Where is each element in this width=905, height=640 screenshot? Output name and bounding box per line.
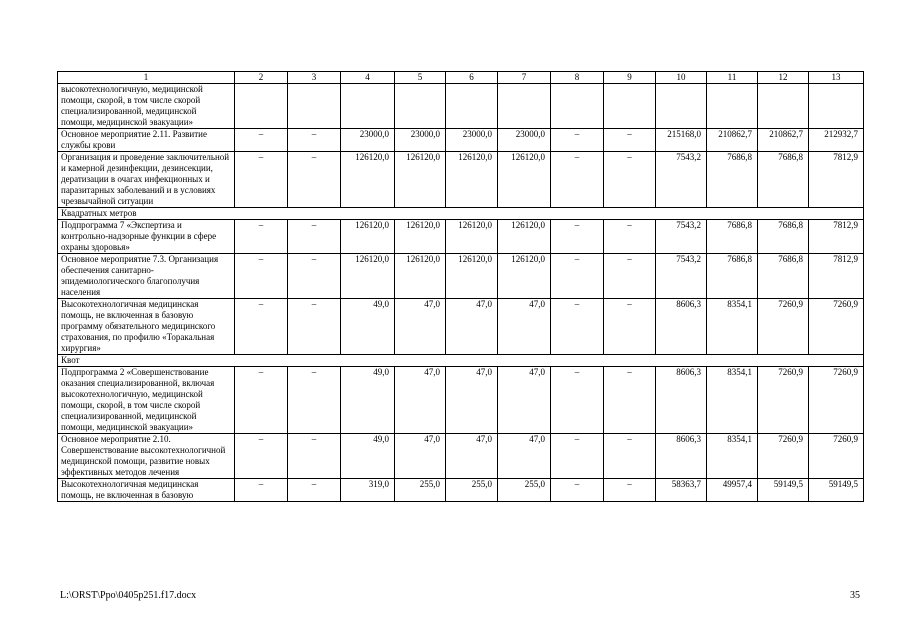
table-row — [58, 84, 864, 129]
value-cell: 47,0 — [498, 299, 551, 355]
footer-file-path: L:\ORST\Ppo\0405p251.f17.docx — [60, 590, 197, 601]
value-cell: – — [604, 434, 656, 479]
column-header: 2 — [235, 72, 288, 84]
value-cell: 7260,9 — [758, 434, 809, 479]
value-cell: 319,0 — [341, 479, 395, 502]
table-row — [58, 479, 864, 502]
value-cell — [235, 84, 288, 129]
value-cell — [446, 84, 498, 129]
table-row — [58, 220, 864, 254]
value-cell: 7260,9 — [758, 299, 809, 355]
column-header: 4 — [341, 72, 395, 84]
value-cell: – — [551, 479, 604, 502]
table-row — [58, 299, 864, 355]
value-cell — [395, 84, 446, 129]
row-name-cell: Основное мероприятие 2.11. Развитие службы крови — [58, 129, 235, 152]
value-cell — [809, 84, 864, 129]
value-cell: 126120,0 — [341, 152, 395, 208]
value-cell: – — [551, 129, 604, 152]
value-cell: – — [604, 299, 656, 355]
value-cell: 47,0 — [446, 299, 498, 355]
value-cell: 7686,8 — [758, 220, 809, 254]
column-header: 9 — [604, 72, 656, 84]
value-cell: 126120,0 — [498, 220, 551, 254]
value-cell: – — [235, 299, 288, 355]
value-cell: – — [288, 479, 341, 502]
value-cell: 7686,8 — [707, 152, 758, 208]
section-row — [58, 208, 864, 220]
value-cell: 7686,8 — [758, 152, 809, 208]
value-cell — [288, 84, 341, 129]
value-cell: 49957,4 — [707, 479, 758, 502]
value-cell: 47,0 — [446, 367, 498, 434]
value-cell: 126120,0 — [341, 254, 395, 299]
value-cell: 7686,8 — [707, 220, 758, 254]
value-cell: 126120,0 — [446, 152, 498, 208]
column-header: 12 — [758, 72, 809, 84]
value-cell: – — [288, 220, 341, 254]
value-cell: 49,0 — [341, 367, 395, 434]
value-cell: 8606,3 — [656, 367, 707, 434]
value-cell: 59149,5 — [758, 479, 809, 502]
value-cell: 212932,7 — [809, 129, 864, 152]
value-cell: – — [551, 367, 604, 434]
value-cell: 8606,3 — [656, 434, 707, 479]
value-cell: – — [551, 220, 604, 254]
column-header: 1 — [58, 72, 235, 84]
value-cell: – — [288, 299, 341, 355]
section-label: Квот — [58, 355, 864, 367]
table-row — [58, 152, 864, 208]
value-cell: – — [235, 220, 288, 254]
value-cell: 255,0 — [498, 479, 551, 502]
value-cell: – — [235, 129, 288, 152]
value-cell: 7543,2 — [656, 152, 707, 208]
value-cell: 210862,7 — [707, 129, 758, 152]
value-cell: 23000,0 — [341, 129, 395, 152]
value-cell: 126120,0 — [341, 220, 395, 254]
value-cell: – — [288, 367, 341, 434]
value-cell: 7543,2 — [656, 254, 707, 299]
value-cell: 47,0 — [395, 299, 446, 355]
value-cell: 126120,0 — [446, 220, 498, 254]
value-cell: 7260,9 — [809, 367, 864, 434]
row-name-cell: Подпрограмма 7 «Экспертиза и контрольно-надзорные функции в сфере охраны здоровья» — [58, 220, 235, 254]
value-cell: – — [551, 299, 604, 355]
value-cell: – — [551, 254, 604, 299]
value-cell: 126120,0 — [395, 220, 446, 254]
value-cell: – — [235, 254, 288, 299]
value-cell: 8354,1 — [707, 299, 758, 355]
row-name-cell: Высокотехнологичная медицинская помощь, не включенная в базовую — [58, 479, 235, 502]
value-cell: 8354,1 — [707, 367, 758, 434]
value-cell: 23000,0 — [395, 129, 446, 152]
value-cell: 47,0 — [498, 367, 551, 434]
value-cell: 7812,9 — [809, 220, 864, 254]
value-cell: 7812,9 — [809, 254, 864, 299]
value-cell: – — [604, 129, 656, 152]
value-cell: – — [235, 479, 288, 502]
value-cell: 126120,0 — [498, 152, 551, 208]
data-table — [57, 71, 864, 502]
column-header: 10 — [656, 72, 707, 84]
value-cell — [707, 84, 758, 129]
value-cell: – — [604, 367, 656, 434]
value-cell: – — [288, 254, 341, 299]
value-cell: 126120,0 — [395, 254, 446, 299]
value-cell: – — [604, 479, 656, 502]
value-cell: – — [551, 152, 604, 208]
column-header: 5 — [395, 72, 446, 84]
value-cell: 255,0 — [446, 479, 498, 502]
value-cell: – — [604, 220, 656, 254]
header-row — [58, 72, 864, 84]
table-row — [58, 129, 864, 152]
table-row — [58, 367, 864, 434]
value-cell: 47,0 — [498, 434, 551, 479]
column-header: 8 — [551, 72, 604, 84]
value-cell: 49,0 — [341, 434, 395, 479]
value-cell: 126120,0 — [498, 254, 551, 299]
page-number: 35 — [850, 590, 860, 601]
row-name-cell: Основное мероприятие 2.10. Совершенствование высокотехнологичной медицинской помощи, развитие новых эффективных методов лечения — [58, 434, 235, 479]
value-cell: 7260,9 — [809, 434, 864, 479]
section-row — [58, 355, 864, 367]
value-cell: 7686,8 — [758, 254, 809, 299]
row-name-cell: Организация и проведение заключительной и камерной дезинфекции, дезинсекции, дератизации в очагах инфекционных и паразитарных заболеваний и в условиях чрезвычайной ситуации — [58, 152, 235, 208]
value-cell: 47,0 — [446, 434, 498, 479]
value-cell: – — [235, 367, 288, 434]
value-cell: 7260,9 — [809, 299, 864, 355]
column-header: 6 — [446, 72, 498, 84]
value-cell — [551, 84, 604, 129]
value-cell: – — [551, 434, 604, 479]
column-header: 7 — [498, 72, 551, 84]
row-name-cell: Подпрограмма 2 «Совершенствование оказания специализированной, включая высокотехнологичную, медицинской помощи, скорой, в том числе скорой специализированной, медицинской помощи, медицинской эвакуации» — [58, 367, 235, 434]
value-cell: 255,0 — [395, 479, 446, 502]
value-cell: 8606,3 — [656, 299, 707, 355]
value-cell: – — [288, 129, 341, 152]
table-row — [58, 434, 864, 479]
value-cell: 47,0 — [395, 434, 446, 479]
value-cell — [656, 84, 707, 129]
value-cell: 7812,9 — [809, 152, 864, 208]
value-cell: 7260,9 — [758, 367, 809, 434]
table-row — [58, 254, 864, 299]
row-name-cell: высокотехнологичную, медицинской помощи, скорой, в том числе скорой специализированной, медицинской помощи, медицинской эвакуации» — [58, 84, 235, 129]
value-cell: – — [288, 152, 341, 208]
value-cell: 126120,0 — [446, 254, 498, 299]
value-cell: 210862,7 — [758, 129, 809, 152]
value-cell — [341, 84, 395, 129]
value-cell: 7686,8 — [707, 254, 758, 299]
value-cell: – — [288, 434, 341, 479]
value-cell: 58363,7 — [656, 479, 707, 502]
value-cell: 23000,0 — [446, 129, 498, 152]
value-cell: 215168,0 — [656, 129, 707, 152]
value-cell: 59149,5 — [809, 479, 864, 502]
value-cell — [758, 84, 809, 129]
value-cell: 49,0 — [341, 299, 395, 355]
value-cell: 8354,1 — [707, 434, 758, 479]
value-cell: – — [604, 152, 656, 208]
value-cell — [604, 84, 656, 129]
value-cell: – — [235, 434, 288, 479]
value-cell — [498, 84, 551, 129]
column-header: 3 — [288, 72, 341, 84]
row-name-cell: Основное мероприятие 7.3. Организация обеспечения санитарно-эпидемиологического благополучия населения — [58, 254, 235, 299]
value-cell: 7543,2 — [656, 220, 707, 254]
section-label: Квадратных метров — [58, 208, 864, 220]
value-cell: – — [235, 152, 288, 208]
value-cell: – — [604, 254, 656, 299]
value-cell: 23000,0 — [498, 129, 551, 152]
column-header: 11 — [707, 72, 758, 84]
value-cell: 126120,0 — [395, 152, 446, 208]
row-name-cell: Высокотехнологичная медицинская помощь, не включенная в базовую программу обязательного медицинского страхования, по профилю «Торакальная хирургия» — [58, 299, 235, 355]
column-header: 13 — [809, 72, 864, 84]
value-cell: 47,0 — [395, 367, 446, 434]
